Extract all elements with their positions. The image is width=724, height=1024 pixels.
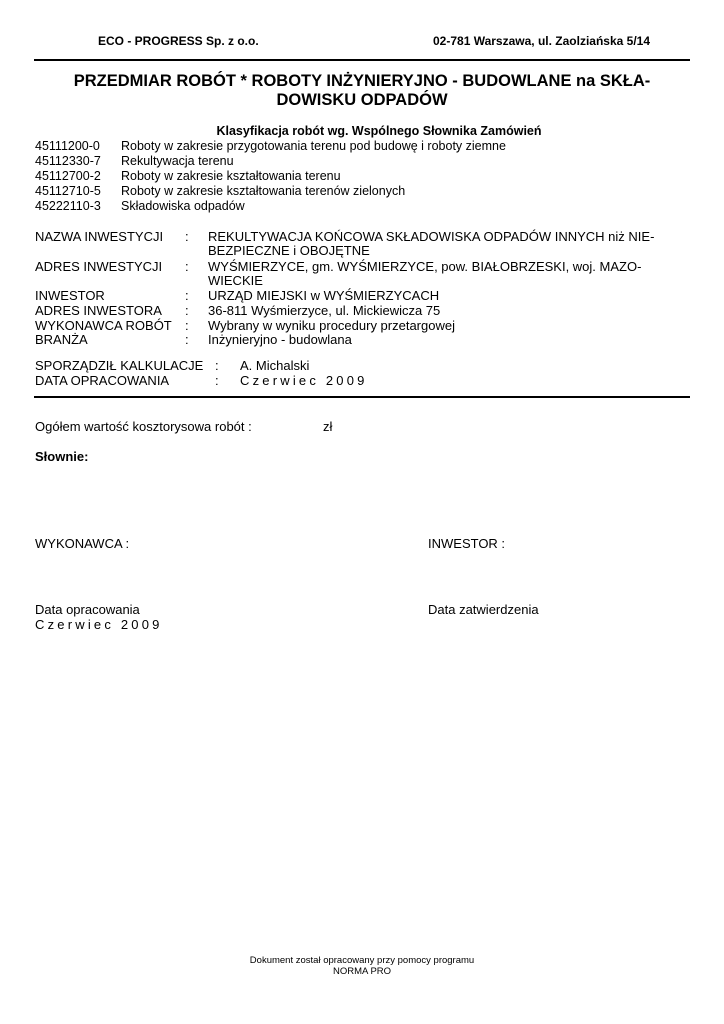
contractor-value: Wybrany w wyniku procedury przetargowej [208, 318, 455, 333]
currency-label: zł [323, 419, 333, 434]
section-divider [34, 396, 690, 398]
classification-code: 45111200-0 [35, 139, 100, 153]
investor-address-label: ADRES INWESTORA [35, 303, 162, 318]
classification-desc: Rekultywacja terenu [121, 154, 234, 168]
footer-note [0, 955, 724, 977]
colon: : [185, 332, 189, 347]
company-address: 02-781 Warszawa, ul. Zaolziańska 5/14 [433, 34, 650, 48]
investor-value: URZĄD MIEJSKI w WYŚMIERZYCACH [208, 288, 440, 303]
colon: : [215, 358, 219, 373]
classification-heading: Klasyfikacja robót wg. Wspólnego Słownika Zamówień [216, 124, 542, 138]
investor-address-value: 36-811 Wyśmierzyce, ul. Mickiewicza 75 [208, 303, 441, 318]
contractor-signature-label: WYKONAWCA : [35, 536, 130, 551]
in-words-label: Słownie: [35, 449, 89, 464]
classification-desc: Roboty w zakresie przygotowania terenu pod budowę i roboty ziemne [121, 139, 506, 153]
branch-label: BRANŻA [35, 332, 88, 347]
title-line-1: PRZEDMIAR ROBÓT * ROBOTY INŻYNIERYJNO - BUDOWLANE na SKŁA- [73, 72, 651, 90]
classification-code: 45112710-5 [35, 184, 101, 198]
investor-signature-label: INWESTOR : [428, 536, 506, 551]
classification-desc: Składowiska odpadów [121, 199, 245, 213]
document-title [34, 72, 690, 110]
classification-code: 45222110-3 [35, 199, 101, 213]
branch-value: Inżynieryjno - budowlana [208, 332, 352, 347]
colon: : [185, 288, 189, 303]
investment-name-value-cont: BEZPIECZNE i OBOJĘTNE [208, 243, 370, 258]
footer-line-1: Dokument został opracowany przy pomocy programu [249, 955, 475, 966]
colon: : [185, 259, 189, 274]
prepared-date-value: Czerwiec 2009 [240, 373, 368, 388]
investment-name-value: REKULTYWACJA KOŃCOWA SKŁADOWISKA ODPADÓW INNYCH niż NIE- [208, 229, 655, 244]
classification-desc: Roboty w zakresie kształtowania terenu [121, 169, 341, 183]
investment-address-label: ADRES INWESTYCJI [35, 259, 163, 274]
investment-address-value: WYŚMIERZYCE, gm. WYŚMIERZYCE, pow. BIAŁOBRZESKI, woj. MAZO- [208, 259, 642, 274]
colon: : [215, 373, 219, 388]
footer-line-2: NORMA PRO [332, 966, 392, 977]
colon: : [185, 318, 189, 333]
prepared-date-caption-value: Czerwiec 2009 [35, 617, 163, 632]
total-value-label: Ogółem wartość kosztorysowa robót : [35, 419, 252, 434]
classification-desc: Roboty w zakresie kształtowania terenów zielonych [121, 184, 406, 198]
prepared-date-caption: Data opracowania [35, 602, 140, 617]
prepared-date-label: DATA OPRACOWANIA [35, 373, 170, 388]
prepared-by-value: A. Michalski [240, 358, 310, 373]
contractor-label: WYKONAWCA ROBÓT [35, 318, 172, 333]
classification-code: 45112700-2 [35, 169, 101, 183]
classification-code: 45112330-7 [35, 154, 101, 168]
company-name: ECO - PROGRESS Sp. z o.o. [98, 34, 259, 48]
title-line-2: DOWISKU ODPADÓW [276, 91, 448, 109]
prepared-by-label: SPORZĄDZIŁ KALKULACJE [35, 358, 204, 373]
header-divider [34, 59, 690, 61]
approval-date-caption: Data zatwierdzenia [428, 602, 539, 617]
investor-label: INWESTOR [35, 288, 105, 303]
investment-name-label: NAZWA INWESTYCJI [35, 229, 164, 244]
investment-address-value-cont: WIECKIE [208, 273, 263, 288]
colon: : [185, 303, 189, 318]
colon: : [185, 229, 189, 244]
